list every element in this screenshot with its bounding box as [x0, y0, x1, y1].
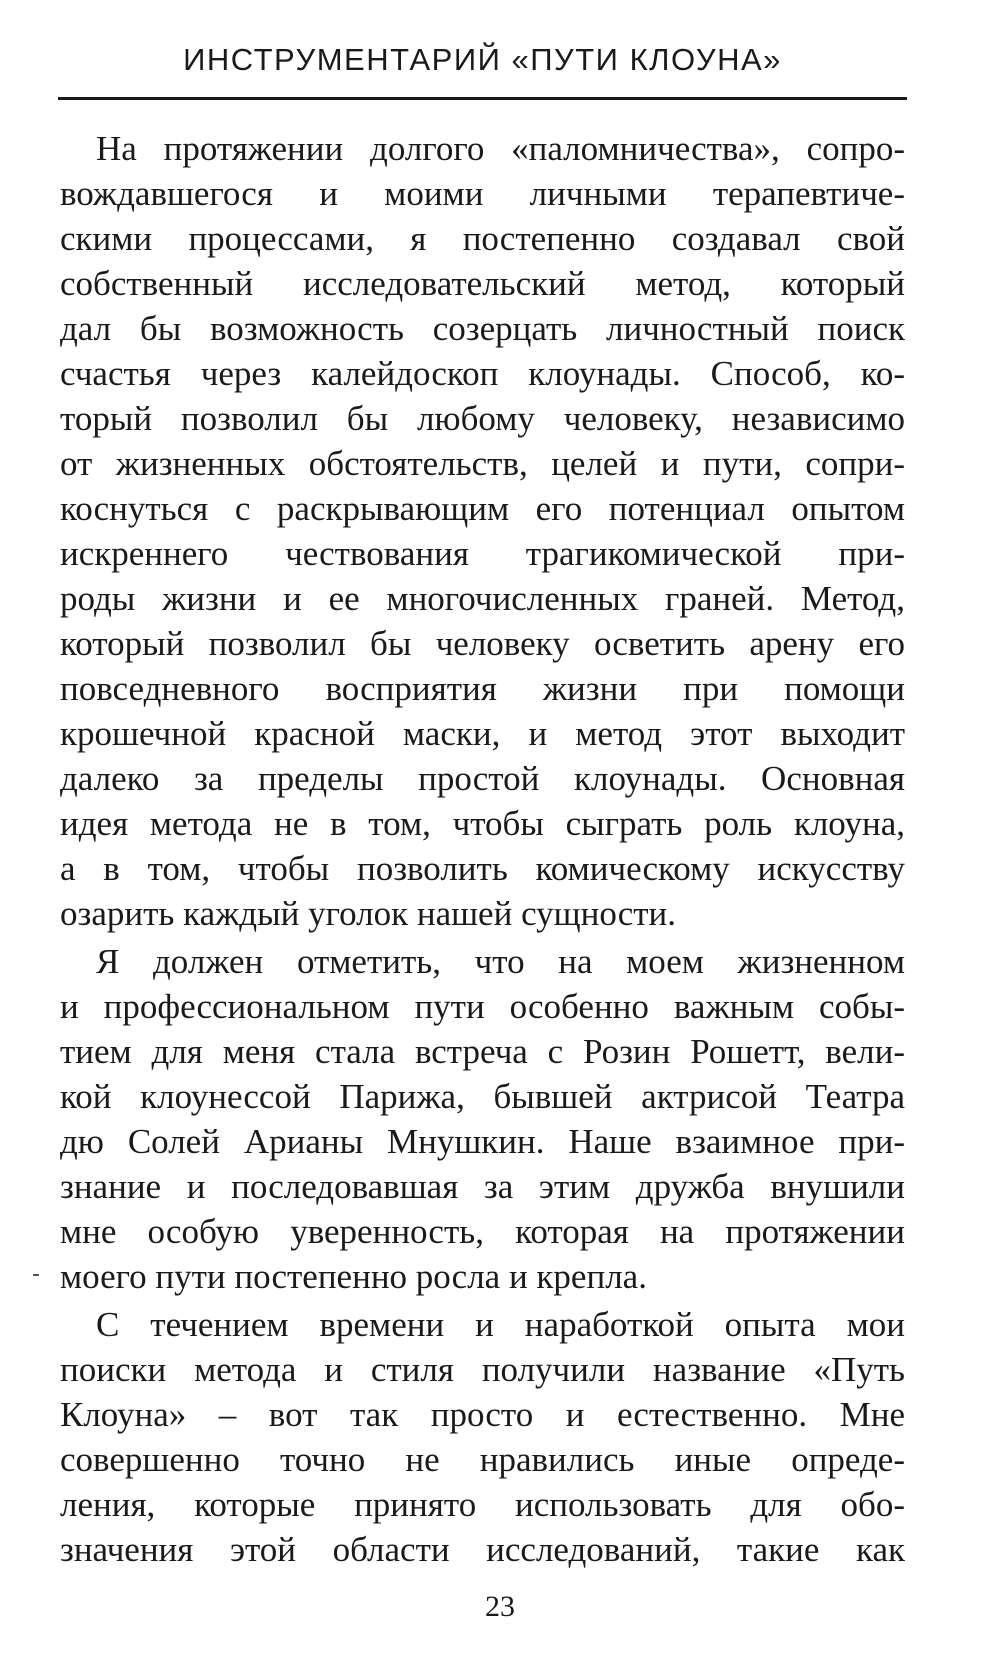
text-line: повседневного восприятия жизни при помощи [60, 669, 905, 708]
paragraph-3 [60, 1302, 905, 1572]
text-line: от жизненных обстоятельств, целей и пути, сопри- [60, 444, 905, 483]
running-header-title: ИНСТРУМЕНТАРИЙ «ПУТИ КЛОУНА» [183, 42, 782, 77]
text-line: счастья через калейдоскоп клоунады. Способ, ко- [60, 354, 905, 393]
text-line: Я должен отметить, что на моем жизненном [96, 942, 905, 981]
text-line: дал бы возможность созерцать личностный поиск [60, 309, 905, 348]
text-line: На протяжении долгого «паломничества», сопро- [96, 129, 905, 168]
text-line: далеко за пределы простой клоунады. Основная [60, 759, 905, 798]
text-line: вождавшегося и моими личными терапевтиче- [60, 174, 905, 213]
text-line: Клоуна» – вот так просто и естественно. Мне [60, 1395, 905, 1434]
scan-speck [33, 1274, 39, 1276]
text-line: торый позволил бы любому человеку, независимо [60, 399, 905, 438]
text-line: поиски метода и стиля получили название «Путь [60, 1350, 905, 1389]
text-line: который позволил бы человеку осветить арену его [60, 624, 905, 663]
text-line: значения этой области исследований, такие как [60, 1530, 905, 1569]
text-line: собственный исследовательский метод, который [60, 264, 905, 303]
text-line: дю Солей Арианы Мнушкин. Наше взаимное при- [60, 1122, 905, 1161]
text-line: моего пути постепенно росла и крепла. [60, 1257, 647, 1296]
text-line: тием для меня стала встреча с Розин Рошетт, вели- [60, 1032, 905, 1071]
text-line: коснуться с раскрывающим его потенциал опытом [60, 489, 905, 528]
header-rule [58, 97, 907, 100]
text-line: озарить каждый уголок нашей сущности. [60, 894, 677, 933]
page-number: 23 [485, 1590, 515, 1623]
text-line: скими процессами, я постепенно создавал свой [60, 219, 905, 258]
text-line: мне особую уверенность, которая на протяжении [60, 1212, 905, 1251]
text-line: а в том, чтобы позволить комическому искусству [60, 849, 905, 888]
text-line: и профессиональном пути особенно важным собы- [60, 987, 905, 1026]
text-line: С течением времени и наработкой опыта мои [96, 1305, 905, 1344]
text-line: кой клоунессой Парижа, бывшей актрисой Театра [60, 1077, 905, 1116]
body-text [60, 126, 905, 1572]
text-line: роды жизни и ее многочисленных граней. Метод, [60, 579, 905, 618]
text-line: идея метода не в том, чтобы сыграть роль клоуна, [60, 804, 905, 843]
text-line: крошечной красной маски, и метод этот выходит [60, 714, 905, 753]
text-line: ления, которые принято использовать для обо- [60, 1485, 905, 1524]
text-line: совершенно точно не нравились иные опреде- [60, 1440, 905, 1479]
paragraph-2 [60, 939, 905, 1299]
text-line: знание и последовавшая за этим дружба внушили [60, 1167, 905, 1206]
paragraph-1 [60, 126, 905, 936]
text-line: искреннего чествования трагикомической при- [60, 534, 905, 573]
